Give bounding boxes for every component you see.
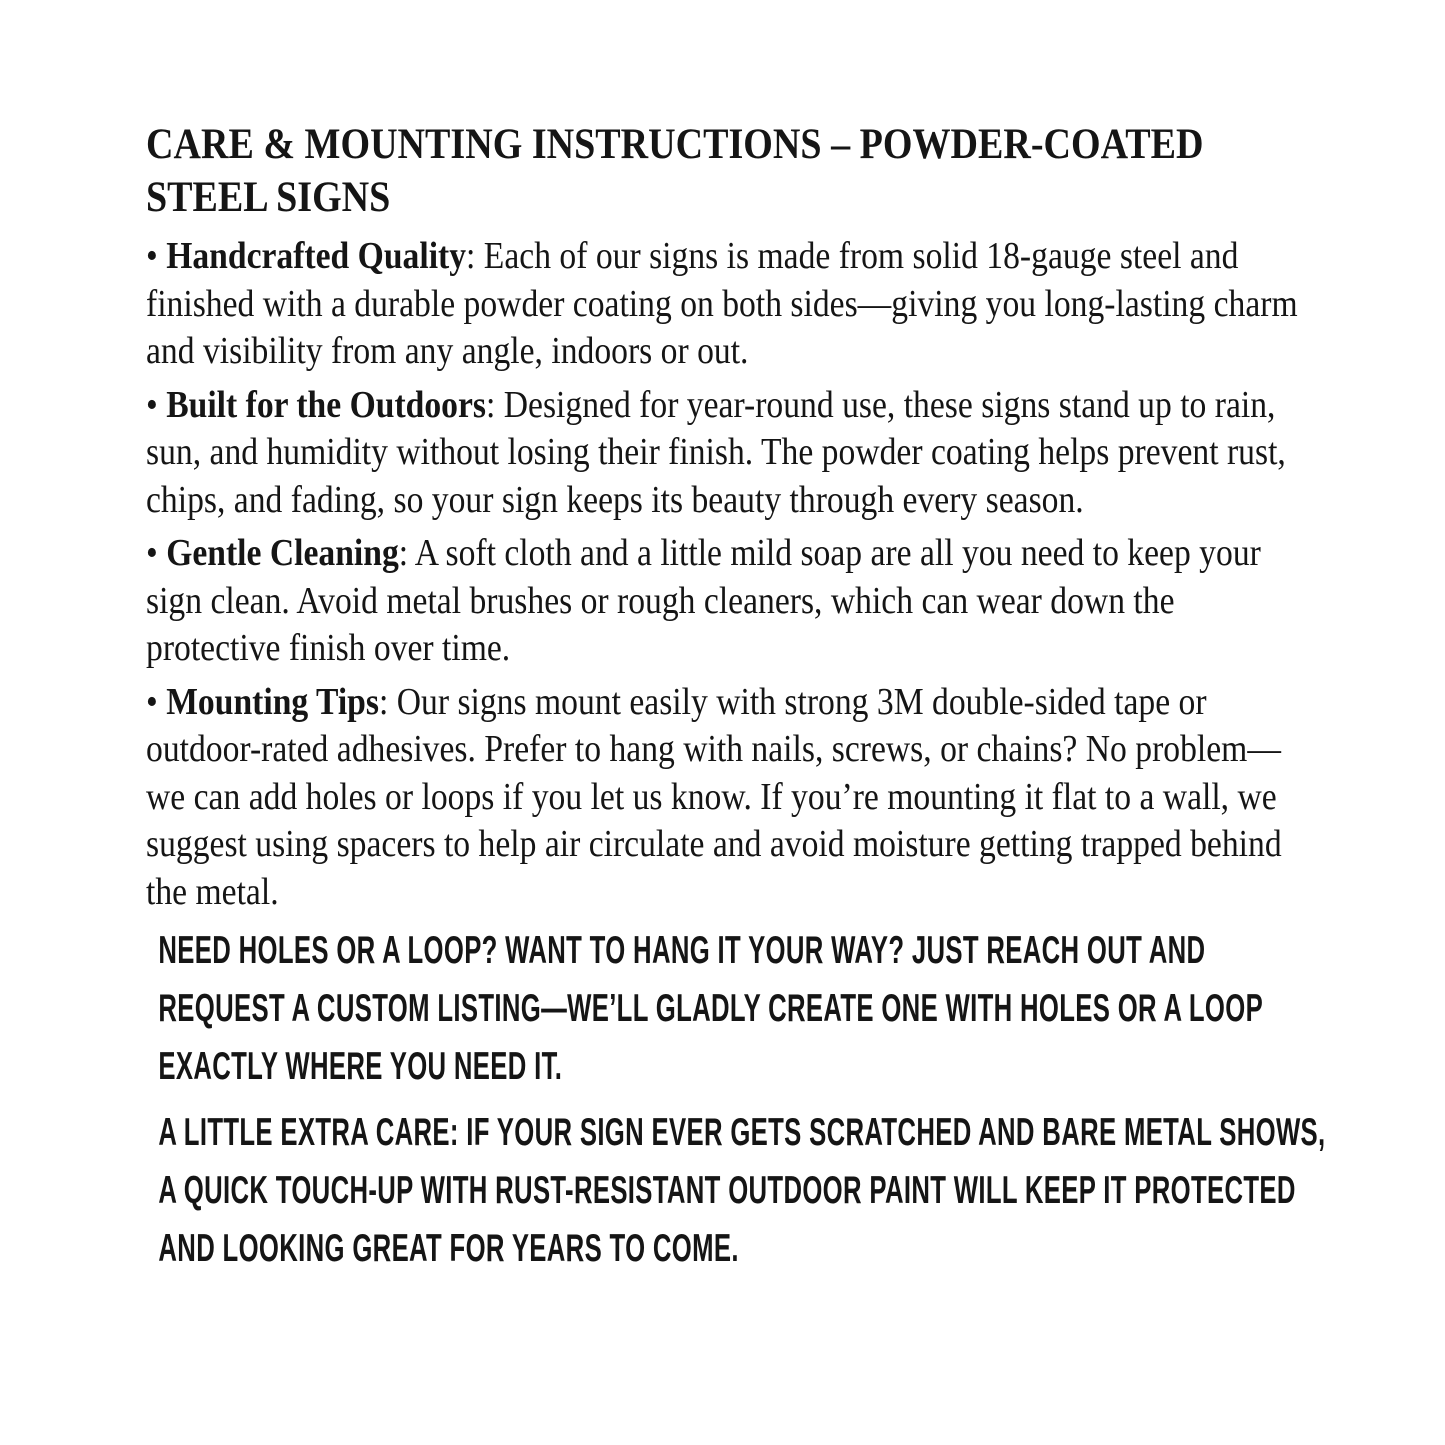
bullet-label: Mounting Tips — [166, 680, 379, 723]
footer-note-line: A LITTLE EXTRA CARE: IF YOUR SIGN EVER GETS SCRATCHED AND BARE METAL SHOWS, — [158, 1111, 1326, 1154]
footer-notes-section — [158, 922, 1326, 1278]
footer-note-line: AND LOOKING GREAT FOR YEARS TO COME. — [158, 1227, 739, 1270]
bullet-separator: : — [486, 383, 496, 426]
footer-notes-inner — [158, 922, 1445, 1278]
bullet-item — [146, 679, 1307, 917]
bullet-separator: : — [378, 680, 389, 723]
footer-note-line: REQUEST A CUSTOM LISTING—WE’LL GLADLY CREATE ONE WITH HOLES OR A LOOP — [158, 987, 1264, 1030]
content-column — [146, 118, 1326, 1278]
bullet-text: Our signs mount easily with strong 3M double-sided tape or outdoor-rated adhesives. Prefer to hang with nails, screws, or chains? No problem—we can add holes or loops if you let us know. If you’re mounting it flat to a wall, we suggest using spacers to help air circulate and avoid moisture getting trapped behind the metal. — [146, 680, 1282, 913]
footer-note-line: A QUICK TOUCH-UP WITH RUST-RESISTANT OUTDOOR PAINT WILL KEEP IT PROTECTED — [158, 1169, 1296, 1212]
bullet-item — [146, 233, 1307, 376]
document-title: CARE & MOUNTING INSTRUCTIONS – POWDER-COATED STEEL SIGNS — [146, 121, 1204, 221]
footer-note — [158, 922, 1445, 1096]
bullet-text: Designed for year-round use, these signs stand up to rain, sun, and humidity without losing their finish. The powder coating helps prevent rust, chips, and fading, so your sign keeps its beauty through every season. — [146, 383, 1286, 521]
bullet-marker-icon: • — [146, 235, 158, 277]
bullet-marker-icon: • — [146, 532, 158, 574]
bullet-label: Built for the Outdoors — [166, 383, 487, 426]
footer-note-line: NEED HOLES OR A LOOP? WANT TO HANG IT YOUR WAY? JUST REACH OUT AND — [158, 929, 1206, 972]
bullet-item — [146, 530, 1307, 673]
bullet-separator: : — [466, 235, 476, 277]
bullet-label: Handcrafted Quality — [166, 235, 467, 277]
bullet-text: A soft cloth and a little mild soap are all you need to keep your sign clean. Avoid metal brushes or rough cleaners, which can wear down the protective finish over time. — [146, 532, 1261, 669]
footer-note — [158, 1104, 1445, 1278]
bullet-item — [146, 382, 1307, 525]
bullet-separator: : — [398, 532, 409, 574]
bullet-marker-icon: • — [146, 680, 158, 723]
bullet-list — [146, 233, 1307, 916]
bullet-marker-icon: • — [146, 383, 158, 426]
footer-note-line: EXACTLY WHERE YOU NEED IT. — [158, 1045, 563, 1088]
bullet-label: Gentle Cleaning — [166, 532, 399, 574]
bullet-text: Each of our signs is made from solid 18-gauge steel and finished with a durable powder coating on both sides—giving you long-lasting charm and visibility from any angle, indoors or out. — [146, 235, 1298, 372]
